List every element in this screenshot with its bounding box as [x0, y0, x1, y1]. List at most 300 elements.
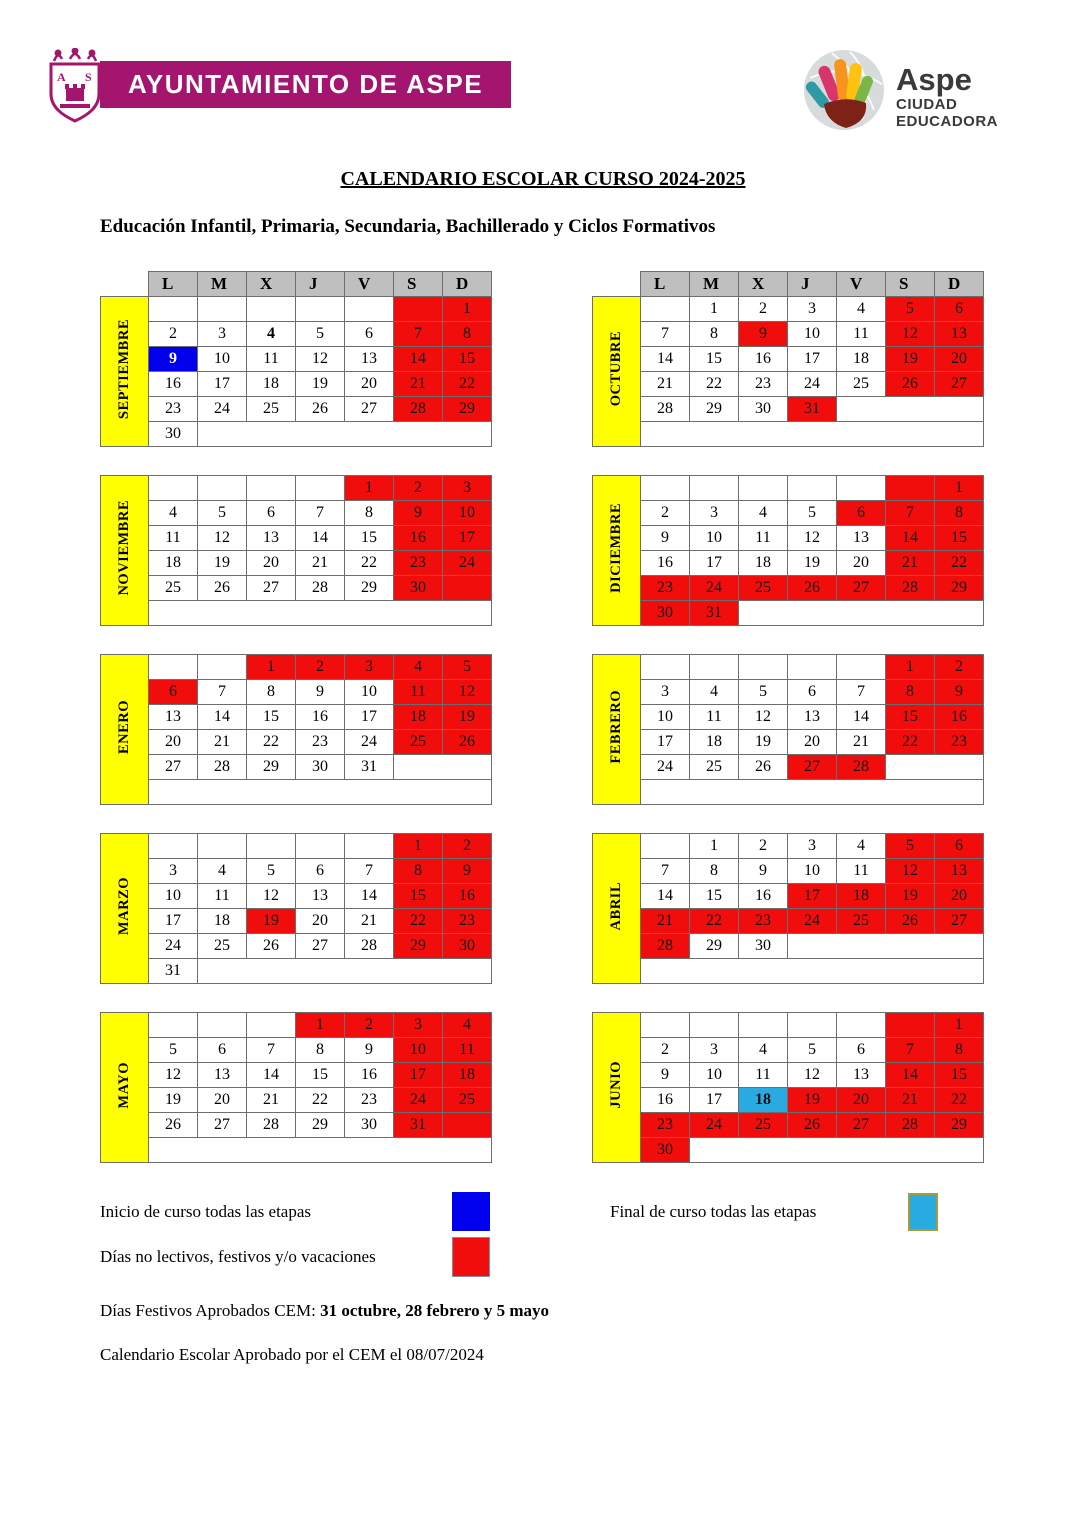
day-abril-22: 22: [690, 909, 739, 934]
empty-cell: [739, 601, 984, 626]
day-enero-26: 26: [443, 730, 492, 755]
day-febrero-5: 5: [739, 680, 788, 705]
day-mayo-21: 21: [247, 1088, 296, 1113]
day-junio-15: 15: [935, 1063, 984, 1088]
empty-cell: [739, 1013, 788, 1038]
empty-cell: [837, 1013, 886, 1038]
calendar-grid: [100, 271, 1086, 1163]
page-header: [0, 0, 1086, 132]
day-abril-17: 17: [788, 884, 837, 909]
day-abril-11: 11: [837, 859, 886, 884]
day-abril-29: 29: [690, 934, 739, 959]
day-septiembre-4: 4: [247, 322, 296, 347]
month-label-noviembre: [101, 476, 149, 626]
day-febrero-15: 15: [886, 705, 935, 730]
day-septiembre-6: 6: [345, 322, 394, 347]
weekday-header-V: V: [837, 272, 886, 297]
month-name: FEBRERO: [608, 690, 624, 764]
day-noviembre-3: 3: [443, 476, 492, 501]
day-diciembre-3: 3: [690, 501, 739, 526]
empty-cell: [149, 655, 198, 680]
note-festivos: [100, 1301, 1086, 1321]
day-diciembre-15: 15: [935, 526, 984, 551]
legend-swatch-final: [908, 1193, 938, 1231]
day-junio-6: 6: [837, 1038, 886, 1063]
day-noviembre-23: 23: [394, 551, 443, 576]
day-mayo-8: 8: [296, 1038, 345, 1063]
day-septiembre-16: 16: [149, 372, 198, 397]
day-septiembre-27: 27: [345, 397, 394, 422]
empty-cell: [641, 834, 690, 859]
empty-cell: [641, 422, 984, 447]
day-septiembre-10: 10: [198, 347, 247, 372]
day-febrero-7: 7: [837, 680, 886, 705]
day-enero-3: 3: [345, 655, 394, 680]
day-noviembre-16: 16: [394, 526, 443, 551]
day-octubre-15: 15: [690, 347, 739, 372]
day-junio-2: 2: [641, 1038, 690, 1063]
day-octubre-30: 30: [739, 397, 788, 422]
empty-cell: [788, 1013, 837, 1038]
day-noviembre-10: 10: [443, 501, 492, 526]
day-octubre-13: 13: [935, 322, 984, 347]
day-abril-26: 26: [886, 909, 935, 934]
day-noviembre-22: 22: [345, 551, 394, 576]
day-octubre-17: 17: [788, 347, 837, 372]
day-septiembre-9: 9: [149, 347, 198, 372]
day-junio-7: 7: [886, 1038, 935, 1063]
day-junio-11: 11: [739, 1063, 788, 1088]
day-noviembre-14: 14: [296, 526, 345, 551]
day-abril-25: 25: [837, 909, 886, 934]
empty-cell: [788, 476, 837, 501]
empty-cell: [739, 655, 788, 680]
month-label-octubre: [593, 297, 641, 447]
day-septiembre-12: 12: [296, 347, 345, 372]
day-octubre-6: 6: [935, 297, 984, 322]
day-septiembre-20: 20: [345, 372, 394, 397]
day-noviembre-15: 15: [345, 526, 394, 551]
day-diciembre-26: 26: [788, 576, 837, 601]
day-septiembre-22: 22: [443, 372, 492, 397]
day-marzo-29: 29: [394, 934, 443, 959]
day-enero-13: 13: [149, 705, 198, 730]
day-junio-8: 8: [935, 1038, 984, 1063]
day-septiembre-19: 19: [296, 372, 345, 397]
page-subtitle: Educación Infantil, Primaria, Secundaria, Bachillerado y Ciclos Formativos: [100, 216, 716, 237]
empty-cell: [198, 476, 247, 501]
month-label-septiembre: [101, 297, 149, 447]
empty-cell: [198, 1013, 247, 1038]
day-marzo-26: 26: [247, 934, 296, 959]
month-label-enero: [101, 655, 149, 805]
day-diciembre-25: 25: [739, 576, 788, 601]
day-octubre-4: 4: [837, 297, 886, 322]
note-aprobado: Calendario Escolar Aprobado por el CEM el 08/07/2024: [100, 1345, 484, 1364]
day-diciembre-29: 29: [935, 576, 984, 601]
day-junio-13: 13: [837, 1063, 886, 1088]
day-septiembre-25: 25: [247, 397, 296, 422]
calendar-septiembre: [100, 271, 492, 447]
calendar-junio: [592, 1012, 984, 1163]
empty-cell: [247, 476, 296, 501]
empty-cell: [394, 755, 492, 780]
day-mayo-28: 28: [247, 1113, 296, 1138]
day-octubre-2: 2: [739, 297, 788, 322]
day-marzo-8: 8: [394, 859, 443, 884]
day-febrero-28: 28: [837, 755, 886, 780]
month-label-abril: [593, 834, 641, 984]
day-junio-10: 10: [690, 1063, 739, 1088]
logo-line2: EDUCADORA: [896, 113, 998, 130]
day-abril-21: 21: [641, 909, 690, 934]
day-diciembre-24: 24: [690, 576, 739, 601]
day-mayo-16: 16: [345, 1063, 394, 1088]
empty-cell: [886, 1013, 935, 1038]
day-marzo-22: 22: [394, 909, 443, 934]
legend-swatch-inicio: [452, 1192, 490, 1231]
empty-cell: [641, 476, 690, 501]
day-noviembre-25: 25: [149, 576, 198, 601]
day-octubre-18: 18: [837, 347, 886, 372]
day-abril-16: 16: [739, 884, 788, 909]
day-diciembre-1: 1: [935, 476, 984, 501]
day-septiembre-21: 21: [394, 372, 443, 397]
empty-cell: [641, 780, 984, 805]
legend-label-final: Final de curso todas las etapas: [610, 1201, 817, 1221]
day-noviembre-28: 28: [296, 576, 345, 601]
day-noviembre-30: 30: [394, 576, 443, 601]
day-diciembre-6: 6: [837, 501, 886, 526]
calendar-band: [100, 833, 1086, 984]
day-marzo-23: 23: [443, 909, 492, 934]
day-junio-19: 19: [788, 1088, 837, 1113]
day-abril-27: 27: [935, 909, 984, 934]
calendar-febrero: [592, 654, 984, 805]
corner-spacer: [101, 272, 149, 297]
day-febrero-4: 4: [690, 680, 739, 705]
empty-cell: [198, 655, 247, 680]
empty-cell: [149, 1013, 198, 1038]
empty-cell: [690, 476, 739, 501]
calendar-band: [100, 475, 1086, 626]
day-octubre-11: 11: [837, 322, 886, 347]
calendar-enero: [100, 654, 492, 805]
empty-cell: [641, 959, 984, 984]
day-noviembre-12: 12: [198, 526, 247, 551]
day-septiembre-23: 23: [149, 397, 198, 422]
day-octubre-10: 10: [788, 322, 837, 347]
day-octubre-12: 12: [886, 322, 935, 347]
day-noviembre-24: 24: [443, 551, 492, 576]
day-junio-25: 25: [739, 1113, 788, 1138]
day-junio-24: 24: [690, 1113, 739, 1138]
day-febrero-10: 10: [641, 705, 690, 730]
day-diciembre-23: 23: [641, 576, 690, 601]
day-enero-10: 10: [345, 680, 394, 705]
day-marzo-1: 1: [394, 834, 443, 859]
day-febrero-24: 24: [641, 755, 690, 780]
day-diciembre-30: 30: [641, 601, 690, 626]
day-septiembre-14: 14: [394, 347, 443, 372]
calendar-band: [100, 271, 1086, 447]
day-febrero-26: 26: [739, 755, 788, 780]
legend: [100, 1191, 1086, 1277]
day-mayo-1: 1: [296, 1013, 345, 1038]
ciudad-educadora-text: [896, 64, 998, 130]
day-diciembre-21: 21: [886, 551, 935, 576]
day-marzo-28: 28: [345, 934, 394, 959]
day-marzo-6: 6: [296, 859, 345, 884]
day-marzo-31: 31: [149, 959, 198, 984]
day-octubre-28: 28: [641, 397, 690, 422]
day-enero-6: 6: [149, 680, 198, 705]
day-septiembre-13: 13: [345, 347, 394, 372]
day-mayo-13: 13: [198, 1063, 247, 1088]
weekday-header-L: L: [641, 272, 690, 297]
day-octubre-27: 27: [935, 372, 984, 397]
empty-cell: [198, 297, 247, 322]
day-abril-2: 2: [739, 834, 788, 859]
empty-cell: [690, 655, 739, 680]
day-diciembre-8: 8: [935, 501, 984, 526]
day-junio-29: 29: [935, 1113, 984, 1138]
day-junio-5: 5: [788, 1038, 837, 1063]
day-enero-30: 30: [296, 755, 345, 780]
day-febrero-16: 16: [935, 705, 984, 730]
day-mayo-25: 25: [443, 1088, 492, 1113]
day-febrero-19: 19: [739, 730, 788, 755]
day-enero-31: 31: [345, 755, 394, 780]
empty-cell: [247, 297, 296, 322]
logo-title: Aspe: [896, 62, 972, 97]
day-enero-21: 21: [198, 730, 247, 755]
day-abril-15: 15: [690, 884, 739, 909]
day-diciembre-4: 4: [739, 501, 788, 526]
day-junio-14: 14: [886, 1063, 935, 1088]
day-diciembre-12: 12: [788, 526, 837, 551]
day-mayo-12: 12: [149, 1063, 198, 1088]
empty-cell: [443, 1113, 492, 1138]
empty-cell: [247, 834, 296, 859]
day-noviembre-19: 19: [198, 551, 247, 576]
empty-cell: [247, 1013, 296, 1038]
day-septiembre-26: 26: [296, 397, 345, 422]
day-junio-22: 22: [935, 1088, 984, 1113]
day-octubre-22: 22: [690, 372, 739, 397]
calendar-marzo: [100, 833, 492, 984]
day-diciembre-10: 10: [690, 526, 739, 551]
day-diciembre-2: 2: [641, 501, 690, 526]
day-junio-23: 23: [641, 1113, 690, 1138]
empty-cell: [149, 780, 492, 805]
day-septiembre-18: 18: [247, 372, 296, 397]
day-febrero-11: 11: [690, 705, 739, 730]
day-febrero-20: 20: [788, 730, 837, 755]
day-junio-21: 21: [886, 1088, 935, 1113]
weekday-header-L: L: [149, 272, 198, 297]
day-abril-20: 20: [935, 884, 984, 909]
day-septiembre-1: 1: [443, 297, 492, 322]
day-marzo-2: 2: [443, 834, 492, 859]
weekday-header-J: J: [296, 272, 345, 297]
day-octubre-31: 31: [788, 397, 837, 422]
day-noviembre-11: 11: [149, 526, 198, 551]
day-mayo-20: 20: [198, 1088, 247, 1113]
day-febrero-8: 8: [886, 680, 935, 705]
day-abril-4: 4: [837, 834, 886, 859]
month-name: DICIEMBRE: [608, 503, 624, 593]
month-label-diciembre: [593, 476, 641, 626]
empty-cell: [149, 1138, 492, 1163]
day-octubre-26: 26: [886, 372, 935, 397]
day-enero-16: 16: [296, 705, 345, 730]
weekday-header-D: D: [935, 272, 984, 297]
day-diciembre-31: 31: [690, 601, 739, 626]
day-enero-22: 22: [247, 730, 296, 755]
day-junio-18: 18: [739, 1088, 788, 1113]
empty-cell: [443, 576, 492, 601]
day-diciembre-17: 17: [690, 551, 739, 576]
day-septiembre-3: 3: [198, 322, 247, 347]
empty-cell: [690, 1138, 984, 1163]
weekday-header-M: M: [690, 272, 739, 297]
day-febrero-1: 1: [886, 655, 935, 680]
day-septiembre-8: 8: [443, 322, 492, 347]
day-mayo-19: 19: [149, 1088, 198, 1113]
day-diciembre-19: 19: [788, 551, 837, 576]
empty-cell: [149, 476, 198, 501]
day-marzo-21: 21: [345, 909, 394, 934]
day-enero-14: 14: [198, 705, 247, 730]
day-noviembre-20: 20: [247, 551, 296, 576]
day-mayo-3: 3: [394, 1013, 443, 1038]
empty-cell: [641, 655, 690, 680]
empty-cell: [788, 655, 837, 680]
month-label-mayo: [101, 1013, 149, 1163]
day-diciembre-27: 27: [837, 576, 886, 601]
calendar-noviembre: [100, 475, 492, 626]
day-junio-9: 9: [641, 1063, 690, 1088]
weekday-header-M: M: [198, 272, 247, 297]
day-junio-12: 12: [788, 1063, 837, 1088]
note-festivos-dates: 31 octubre, 28 febrero y 5 mayo: [320, 1301, 550, 1320]
day-abril-9: 9: [739, 859, 788, 884]
day-octubre-21: 21: [641, 372, 690, 397]
day-febrero-3: 3: [641, 680, 690, 705]
day-mayo-17: 17: [394, 1063, 443, 1088]
day-abril-8: 8: [690, 859, 739, 884]
day-febrero-22: 22: [886, 730, 935, 755]
day-enero-24: 24: [345, 730, 394, 755]
calendar-diciembre: [592, 475, 984, 626]
day-enero-11: 11: [394, 680, 443, 705]
day-octubre-23: 23: [739, 372, 788, 397]
day-mayo-7: 7: [247, 1038, 296, 1063]
empty-cell: [690, 1013, 739, 1038]
day-enero-15: 15: [247, 705, 296, 730]
day-abril-30: 30: [739, 934, 788, 959]
empty-cell: [739, 476, 788, 501]
month-label-marzo: [101, 834, 149, 984]
day-septiembre-29: 29: [443, 397, 492, 422]
empty-cell: [198, 834, 247, 859]
day-junio-3: 3: [690, 1038, 739, 1063]
day-noviembre-21: 21: [296, 551, 345, 576]
day-marzo-5: 5: [247, 859, 296, 884]
day-septiembre-30: 30: [149, 422, 198, 447]
day-abril-13: 13: [935, 859, 984, 884]
day-enero-19: 19: [443, 705, 492, 730]
day-mayo-5: 5: [149, 1038, 198, 1063]
day-marzo-16: 16: [443, 884, 492, 909]
day-febrero-23: 23: [935, 730, 984, 755]
day-mayo-18: 18: [443, 1063, 492, 1088]
weekday-header-S: S: [394, 272, 443, 297]
month-name: OCTUBRE: [608, 331, 624, 407]
day-noviembre-1: 1: [345, 476, 394, 501]
day-mayo-2: 2: [345, 1013, 394, 1038]
day-febrero-2: 2: [935, 655, 984, 680]
day-octubre-29: 29: [690, 397, 739, 422]
day-septiembre-17: 17: [198, 372, 247, 397]
day-enero-17: 17: [345, 705, 394, 730]
day-abril-5: 5: [886, 834, 935, 859]
day-junio-20: 20: [837, 1088, 886, 1113]
month-name: MAYO: [116, 1061, 132, 1109]
day-mayo-6: 6: [198, 1038, 247, 1063]
day-noviembre-5: 5: [198, 501, 247, 526]
day-noviembre-8: 8: [345, 501, 394, 526]
month-label-febrero: [593, 655, 641, 805]
empty-cell: [886, 476, 935, 501]
day-enero-5: 5: [443, 655, 492, 680]
day-septiembre-7: 7: [394, 322, 443, 347]
day-noviembre-27: 27: [247, 576, 296, 601]
day-febrero-17: 17: [641, 730, 690, 755]
day-febrero-21: 21: [837, 730, 886, 755]
day-abril-24: 24: [788, 909, 837, 934]
empty-cell: [345, 834, 394, 859]
day-enero-28: 28: [198, 755, 247, 780]
weekday-header-J: J: [788, 272, 837, 297]
empty-cell: [296, 297, 345, 322]
day-octubre-8: 8: [690, 322, 739, 347]
day-marzo-13: 13: [296, 884, 345, 909]
svg-text:S: S: [85, 70, 92, 84]
day-diciembre-13: 13: [837, 526, 886, 551]
ayuntamiento-banner: AYUNTAMIENTO DE ASPE: [100, 61, 511, 108]
day-noviembre-6: 6: [247, 501, 296, 526]
colored-hand-globe-icon: [802, 48, 886, 132]
day-abril-28: 28: [641, 934, 690, 959]
month-label-junio: [593, 1013, 641, 1163]
day-mayo-27: 27: [198, 1113, 247, 1138]
day-septiembre-2: 2: [149, 322, 198, 347]
day-marzo-17: 17: [149, 909, 198, 934]
month-name: ABRIL: [608, 881, 624, 931]
empty-cell: [296, 834, 345, 859]
day-enero-7: 7: [198, 680, 247, 705]
day-octubre-3: 3: [788, 297, 837, 322]
day-abril-6: 6: [935, 834, 984, 859]
page-title: CALENDARIO ESCOLAR CURSO 2024-2025: [340, 168, 746, 190]
day-junio-27: 27: [837, 1113, 886, 1138]
day-marzo-4: 4: [198, 859, 247, 884]
day-septiembre-15: 15: [443, 347, 492, 372]
logo-line1: CIUDAD: [896, 96, 958, 113]
day-marzo-27: 27: [296, 934, 345, 959]
